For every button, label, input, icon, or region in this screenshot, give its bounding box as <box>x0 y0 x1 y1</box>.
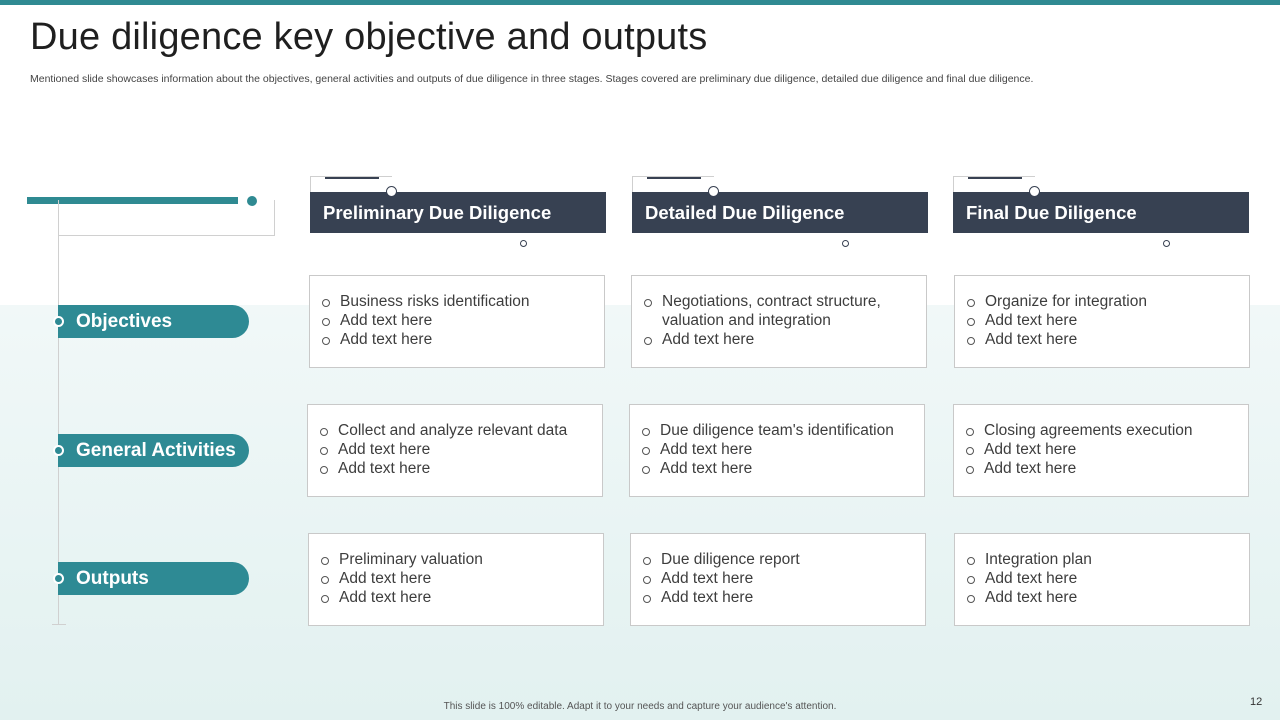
stage-dot-icon <box>842 240 849 247</box>
stage-dot-icon <box>520 240 527 247</box>
list-item: Add text here <box>322 311 592 330</box>
stage-tab <box>953 176 1035 193</box>
cell-objectives-final <box>954 275 1250 368</box>
row-connector-riser <box>274 200 275 236</box>
row-connector-end <box>52 624 66 625</box>
page-number: 12 <box>1250 696 1263 708</box>
footer-note: This slide is 100% editable. Adapt it to your needs and capture your audience's attention. <box>443 701 837 712</box>
list-item: Closing agreements execution <box>966 421 1236 440</box>
list-item: Add text here <box>320 459 590 478</box>
row-dot-icon <box>53 316 64 327</box>
list-item: Add text here <box>320 440 590 459</box>
slide-title: Due diligence key objective and outputs <box>30 16 708 58</box>
list-item: Add text here <box>642 440 912 459</box>
slide-subtitle: Mentioned slide showcases information about the objectives, general activities and outputs of due diligence in three stages. Stages covered are preliminary due diligence, detailed due diligence and final due diligence. <box>30 73 1034 85</box>
list-item: Add text here <box>322 330 592 349</box>
stage-title: Detailed Due Diligence <box>632 192 928 233</box>
cell-activities-preliminary <box>307 404 603 497</box>
list-item: Add text here <box>644 330 914 349</box>
list-item: Due diligence team's identification <box>642 421 912 440</box>
list-item: Preliminary valuation <box>321 550 591 569</box>
row-dot-icon <box>53 573 64 584</box>
row-label-outputs <box>58 562 249 595</box>
cell-objectives-preliminary <box>309 275 605 368</box>
list-item: Negotiations, contract structure, valuation and integration <box>644 292 914 330</box>
stage-title: Final Due Diligence <box>953 192 1249 233</box>
stage-tab <box>310 176 392 193</box>
stage-title: Preliminary Due Diligence <box>310 192 606 233</box>
cell-outputs-detailed <box>630 533 926 626</box>
cell-objectives-detailed <box>631 275 927 368</box>
row-dot-icon <box>53 445 64 456</box>
stage-dot-icon <box>1163 240 1170 247</box>
cell-activities-final <box>953 404 1249 497</box>
list-item: Integration plan <box>967 550 1237 569</box>
stage-header-final <box>953 176 1249 248</box>
list-item: Add text here <box>967 569 1237 588</box>
list-item: Add text here <box>966 459 1236 478</box>
cell-outputs-final <box>954 533 1250 626</box>
row-label-objectives <box>58 305 249 338</box>
list-item: Add text here <box>966 440 1236 459</box>
top-accent-bar <box>0 0 1280 5</box>
list-item: Add text here <box>321 569 591 588</box>
list-item: Business risks identification <box>322 292 592 311</box>
stage-tab-bar <box>647 177 701 179</box>
list-item: Add text here <box>967 588 1237 607</box>
stage-tab-bar <box>968 177 1022 179</box>
row-label-text: General Activities <box>76 439 236 461</box>
row-label-text: Objectives <box>76 310 173 332</box>
list-item: Add text here <box>642 459 912 478</box>
stage-tab <box>632 176 714 193</box>
row-label-text: Outputs <box>76 567 149 589</box>
cell-outputs-preliminary <box>308 533 604 626</box>
stage-header-preliminary <box>310 176 606 248</box>
list-item: Add text here <box>967 330 1237 349</box>
row-label-general-activities <box>58 434 249 467</box>
stage-tab-bar <box>325 177 379 179</box>
stage-header-detailed <box>632 176 928 248</box>
list-item: Due diligence report <box>643 550 913 569</box>
list-item: Add text here <box>643 569 913 588</box>
list-item: Add text here <box>967 311 1237 330</box>
row-connector-top <box>58 235 275 236</box>
stage-dot-icon <box>1029 186 1040 197</box>
list-item: Add text here <box>643 588 913 607</box>
cell-activities-detailed <box>629 404 925 497</box>
stage-dot-icon <box>386 186 397 197</box>
list-item: Add text here <box>321 588 591 607</box>
list-item: Organize for integration <box>967 292 1237 311</box>
list-item: Collect and analyze relevant data <box>320 421 590 440</box>
stage-dot-icon <box>708 186 719 197</box>
